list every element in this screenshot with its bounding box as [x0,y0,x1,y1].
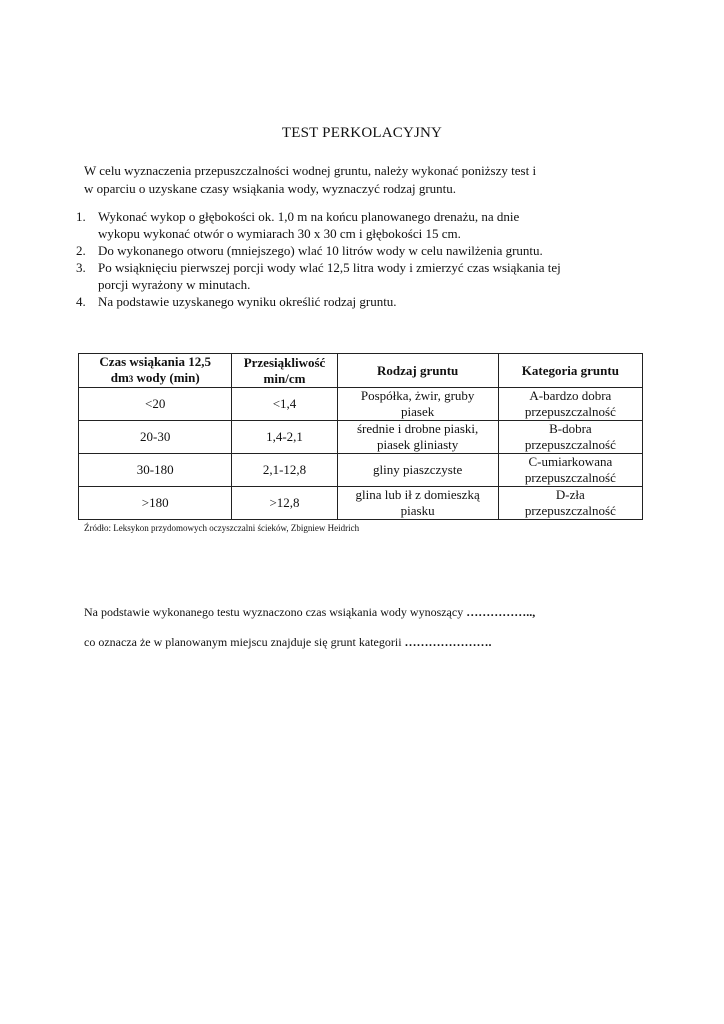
document-title: TEST PERKOLACYJNY [281,125,443,141]
header-soil-type: Rodzaj gruntu [337,354,498,388]
cell-permeability: 2,1-12,8 [232,454,337,487]
cell-text: średnie i drobne piaski, [356,421,479,436]
cell-text: D-zła [555,487,585,502]
cell-permeability: >12,8 [232,487,337,520]
cell-text: przepuszczalność [524,470,616,485]
cell-text: przepuszczalność [524,503,616,518]
intro-line: w oparciu o uzyskane czasy wsiąkania wody, wyznaczyć rodzaj gruntu. [84,181,457,196]
cell-permeability: <1,4 [232,388,337,421]
header-unit-exponent: 3 [128,374,134,384]
header-time [79,354,232,388]
cell-soil-type [337,487,498,520]
header-text [83,370,227,387]
cell-category [498,421,642,454]
header-text: wody (min) [133,370,200,385]
table-row [79,421,643,454]
intro-line: W celu wyznaczenia przepuszczalności wodnej gruntu, należy wykonać poniższy test i [84,163,537,178]
step-number: 1. [76,209,86,224]
cell-text: A-bardzo dobra [529,388,612,403]
cell-soil-type [337,421,498,454]
step-item [76,242,636,259]
step-number: 4. [76,294,86,309]
result-line-time [84,605,535,620]
cell-text: B-dobra [549,421,592,436]
table-row [79,487,643,520]
table-row [79,388,643,421]
intro-paragraph [84,162,624,198]
cell-category [498,454,642,487]
percolation-table [78,353,643,520]
cell-text: glina lub ił z domieszką [355,487,480,502]
cell-category [498,487,642,520]
step-text: porcji wyrażony w minutach. [98,277,251,292]
cell-category [498,388,642,421]
result-text: Na podstawie wykonanego testu wyznaczono czas wsiąkania wody wynoszący [84,605,467,619]
cell-text: C-umiarkowana [528,454,613,469]
header-permeability [232,354,337,388]
header-unit: dm [110,370,129,385]
step-item [76,293,636,310]
procedure-steps [76,208,636,310]
cell-permeability: 1,4-2,1 [232,421,337,454]
cell-text: piasek [401,404,435,419]
result-line-category [84,635,492,650]
step-number: 2. [76,243,86,258]
cell-text: piasek gliniasty [377,437,459,452]
header-soil-category: Kategoria gruntu [498,354,642,388]
cell-text: przepuszczalność [524,404,616,419]
cell-time: <20 [79,388,232,421]
cell-soil-type [337,388,498,421]
step-item [76,259,636,293]
table-row [79,454,643,487]
step-text: Do wykonanego otworu (mniejszego) wlać 10 litrów wody w celu nawilżenia gruntu. [98,243,543,258]
result-text: co oznacza że w planowanym miejscu znajduje się grunt kategorii [84,635,405,649]
fill-in-blank: …………………. [404,635,492,649]
cell-time: >180 [79,487,232,520]
step-text: Wykonać wykop o głębokości ok. 1,0 m na końcu planowanego drenażu, na dnie [98,209,520,224]
table-header-row [79,354,643,388]
cell-soil-type: gliny piaszczyste [337,454,498,487]
cell-text: przepuszczalność [524,437,616,452]
step-item [76,208,636,242]
cell-time: 20-30 [79,421,232,454]
header-text: Czas wsiąkania 12,5 [99,354,212,369]
fill-in-blank: …………….., [466,605,536,619]
header-text: min/cm [263,370,306,386]
cell-time: 30-180 [79,454,232,487]
step-text: Po wsiąknięciu pierwszej porcji wody wlać 12,5 litra wody i zmierzyć czas wsiąkania tej [98,260,561,275]
step-number: 3. [76,260,86,275]
source-note: Źródło: Leksykon przydomowych oczyszczalni ścieków, Zbigniew Heidrich [84,523,360,533]
cell-text: Pospółka, żwir, gruby [360,388,475,403]
cell-text: piasku [400,503,435,518]
step-text: wykopu wykonać otwór o wymiarach 30 x 30 cm i głębokości 15 cm. [98,226,461,241]
header-text: Przesiąkliwość [243,354,326,370]
step-text: Na podstawie uzyskanego wyniku określić rodzaj gruntu. [98,294,397,309]
